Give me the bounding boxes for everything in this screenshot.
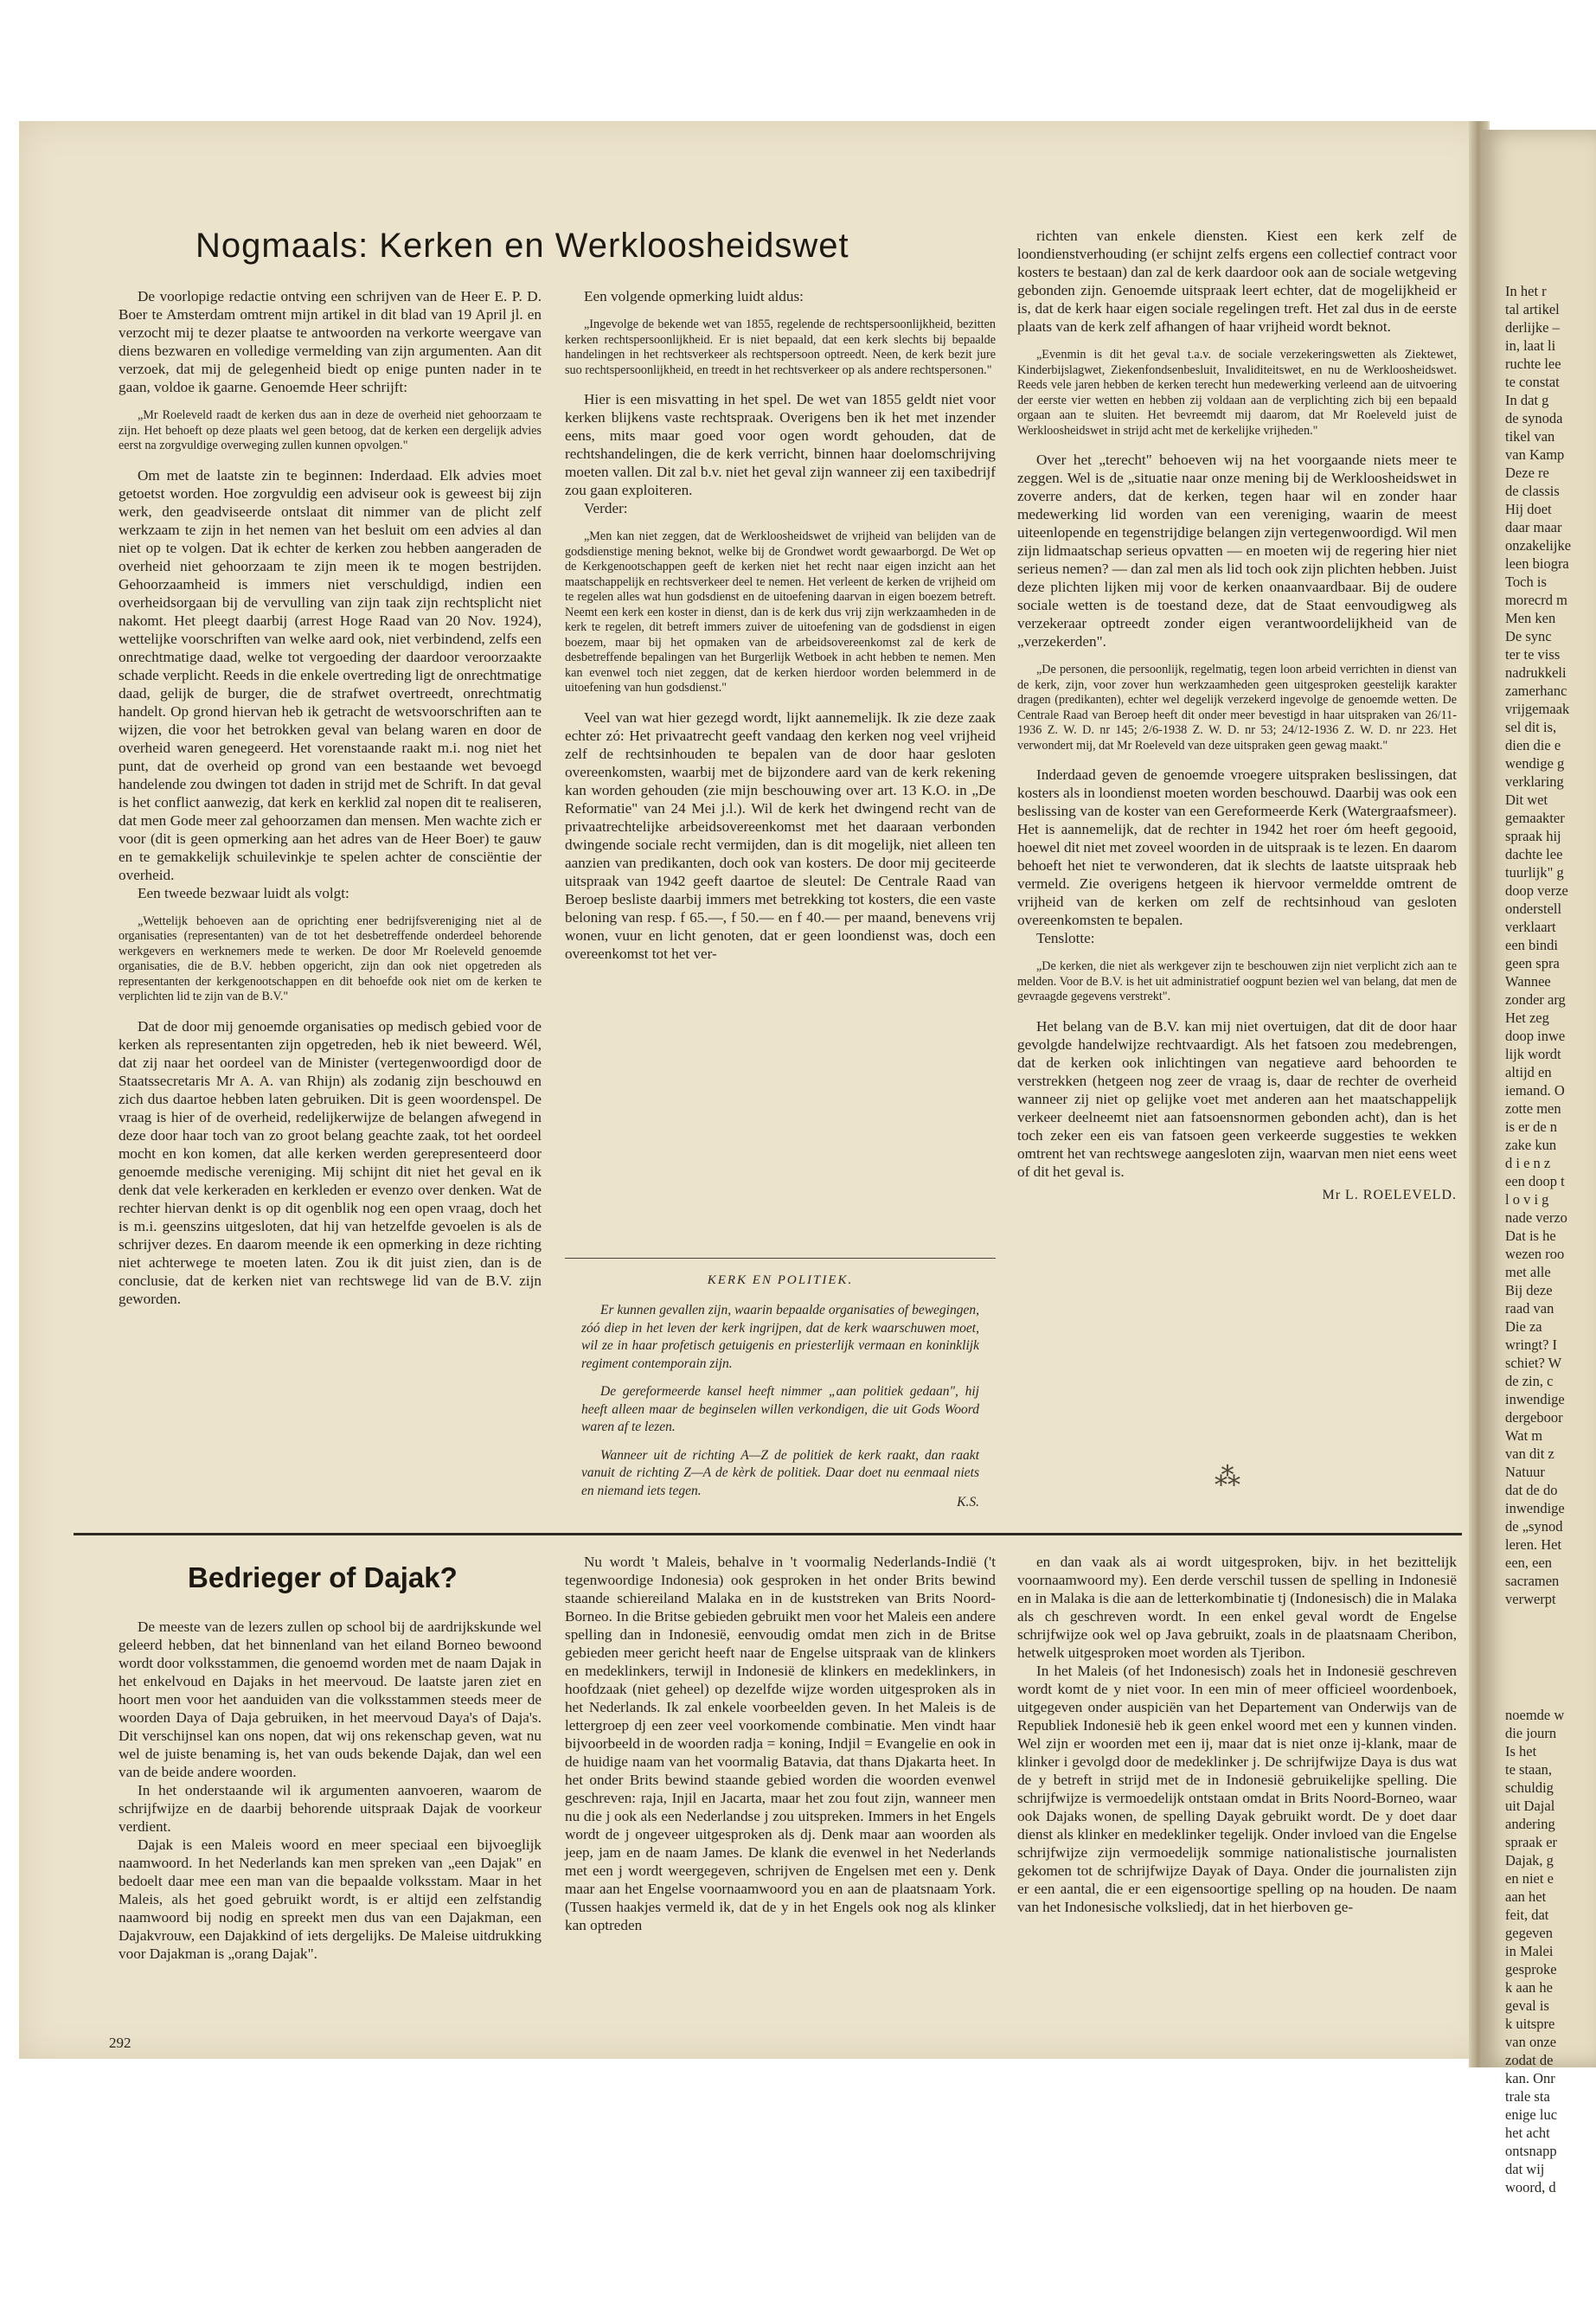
facing-page-line-fragment: verklaart: [1505, 919, 1556, 935]
facing-page-line-fragment: leren. Het: [1505, 1536, 1562, 1553]
box-paragraph: De gereformeerde kansel heeft nimmer „aan politiek gedaan", hij heeft alleen maar de beginselen willen verkondigen, die uit Gods Woord waren af te lezen.: [581, 1384, 979, 1434]
facing-page-line-fragment: van dit z: [1505, 1445, 1554, 1462]
facing-page-line-fragment: tikel van: [1505, 428, 1555, 445]
facing-page-line-fragment: Is het: [1505, 1743, 1537, 1759]
facing-page-line-fragment: wezen roo: [1505, 1246, 1565, 1262]
facing-page-line-fragment: Wannee: [1505, 973, 1551, 990]
facing-page-line-fragment: tal artikel: [1505, 301, 1560, 317]
facing-page-line-fragment: schiet? W: [1505, 1355, 1562, 1371]
facing-page-line-fragment: inwendige: [1505, 1391, 1565, 1407]
paragraph: Inderdaad geven de genoemde vroegere uitspraken beslissingen, dat kosters als in loondienst moeten worden beschouwd. Daarbij was ook een beslissing van de koster van een Gereformeerde Kerk (Watergraafsmeer). Het is aannemelijk, dat de rechter in 1942 het roer óm heeft gegooid, hoewel dit niet met zoveel woorden in de uitspraak is te lezen. En daarom behoeft het niet te verwonderen, dat ik slechts de laatste uitspraak heb vermeld. Zie overigens hetgeen ik hiervoor vermeldde omtrent de vrijheid van de kerken om zelf de rechtsinhoud van gesloten overeenkomsten te bepalen.: [1017, 766, 1457, 928]
paragraph: Dajak is een Maleis woord en meer speciaal een bijvoeglijk naamwoord. In het Nederlands kan men spreken van „een Dajak" en bedoelt daar mee een man van die bepaalde volksstam. Maar in het Maleis, als het goed gebruikt wordt, is er altijd een zelfstandig naamwoord bij nodig en spreekt men dus van een Dajakman, een Dajakvrouw, een Dajakkind of iets dergelijks. De Maleise uitdrukking voor Dajakman is „orang Dajak".: [119, 1836, 542, 1962]
facing-page-line-fragment: altijd en: [1505, 1064, 1552, 1080]
article1-column-3: [1017, 227, 1457, 1204]
paragraph: „Men kan niet zeggen, dat de Werkloosheidswet de vrijheid van belijden van de godsdienstige mening beknot, welke bij de Grondwet wordt gewaarborgd. De Wet op de Kerkgenootschappen geeft de kerken niet het recht naar eigen inzicht aan het maatschappelijk en rechtsverkeer deel te nemen. Het verleent de kerken de vrijheid om te regelen alles wat hun godsdienst en de uitoefening daarvan in eigen boezem betreft. Neemt een kerk een koster in dienst, dan is de kerk dus vrij zijn werkzaamheden in de kerk te regelen, dit betreft immers zuiver de uitoefening van de godsdienst in eigen boezem, maar bij het opmaken van de arbeidsovereenkomst zal de kerk de desbetreffende bepalingen van het Burgerlijk Wetboek in acht hebben te nemen. Men kan evenwel toch niet zeggen, dat de kerken hierdoor worden belemmerd in de uitoefening van hun godsdienst.": [565, 529, 996, 695]
facing-page-line-fragment: in, laat li: [1505, 337, 1556, 354]
facing-page-line-fragment: met alle: [1505, 1264, 1551, 1280]
kerk-en-politiek-box: [581, 1272, 979, 1511]
facing-page-text-lower: [1505, 1706, 1564, 2196]
facing-page-line-fragment: dergeboor: [1505, 1409, 1563, 1426]
facing-page-line-fragment: iemand. O: [1505, 1082, 1565, 1099]
facing-page-line-fragment: onzakelijke: [1505, 537, 1572, 554]
paragraph: In het Maleis (of het Indonesisch) zoals het in Indonesië geschreven wordt komt de y niet voor. In een min of meer officieel woordenboek, uitgegeven onder auspiciën van het Departement van Onderwijs van de Republiek Indonesië heb ik geen enkel woord met een y kunnen vinden. Wel zijn er woorden met een ij, maar dat is niet onze ij-klank, maar de klinker i gevolgd door de medeklinker j. De schrijfwijze Daya is dus wat de y betreft in strijd met de in Indonesië gebruikelijke spelling. Die schrijfwijze is vermoedelijk ontstaan omdat in Brits Noord-Borneo, waar ook Dajaks wonen, de spelling Dayak gebruikt wordt. De y doet daar dienst als klinker en medeklinker tegelijk. Onder invloed van die Engelse schrijfwijze zijn vermoedelijk sommige nationalistische journalisten gekomen tot de schrijfwijze Dayak of Daya. Onder die journalisten zijn er een aantal, die er een eigensoortige spelling op na houden. De naam van het Indonesische volksliedj, dat in het hierboven ge-: [1017, 1663, 1457, 1915]
paragraph: Hier is een misvatting in het spel. De wet van 1855 geldt niet voor kerken blijkens vaste rechtspraak. Overigens ben ik het met inzender eens, mits maar goed voor ogen wordt gehouden, dat de rechtshandelingen, die de kerk verricht, binnen haar doelomschrijving moeten vallen. Dit zal b.v. niet het geval zijn wanneer zij een taxibedrijf zou gaan exploiteren.: [565, 391, 996, 498]
facing-page-line-fragment: noemde w: [1505, 1707, 1565, 1723]
paragraph: „Wettelijk behoeven aan de oprichting ener bedrijfsvereniging niet al de organisaties (representanten) van de tot het desbetreffende onderdeel behorende werkgevers en werknemers mede te werken. De door Mr Roeleveld genoemde organisaties, die de B.V. hebben opgericht, zijn dan ook niet opgetreden als representanten der kerkgenootschappen en dit behoefde ook niet om de kerken te verplichten lid te zijn van de B.V.": [119, 913, 542, 1003]
facing-page-line-fragment: de classis: [1505, 483, 1560, 499]
facing-page-line-fragment: te constat: [1505, 374, 1560, 390]
facing-page-line-fragment: ruchte lee: [1505, 356, 1561, 372]
article2-column-2: [565, 1553, 996, 1934]
paragraph: „De kerken, die niet als werkgever zijn te beschouwen zijn niet verplicht zich aan te melden. Voor de B.V. is het uit administratief oogpunt bezien wel van belang, dat men de gevraagde gegevens verstrekt".: [1017, 959, 1457, 1003]
facing-page-line-fragment: k aan he: [1505, 1979, 1553, 1996]
paragraph: Veel van wat hier gezegd wordt, lijkt aannemelijk. Ik zie deze zaak echter zó: Het privaatrecht geeft vandaag den kerken nog veel vrijheid zelf de rechtsinhouden te bepalen van de door haar gesloten overeenkomsten, waarbij met de bijzondere aard van de kerk rekening kan worden gehouden (zie mijn beschouwing over art. 13 K.O. in „De Reformatie" van 24 Mei j.l.). Wil de kerk het dwingend recht van de privaatrechtelijke arbeidsovereenkomst met het daaraan verbonden dwingende sociale recht vermijden, dan is dit mogelijk, niet alleen ten aanzien van predikanten, doch ook van kosters. De door mij geciteerde uitspraak van 1942 geeft daartoe de sleutel: De Centrale Raad van Beroep besliste daarbij immers met betrekking tot kosters, die een vaste beloning van resp. f 65.—, f 50.— en f 40.— per maand, benevens vrij wonen, vuur en licht genoten, dat er geen loondienst was, doch een overeenkomst tot het ver-: [565, 708, 996, 962]
paragraph: Een volgende opmerking luidt aldus:: [584, 288, 804, 304]
facing-page-line-fragment: Die za: [1505, 1318, 1542, 1335]
paragraph: Om met de laatste zin te beginnen: Inderdaad. Elk advies moet getoetst worden. Hoe zorgvuldig een adviseur ook is geweest bij zijn werk, den geadviseerde ontslaat dit nimmer van de plicht zelf werkzaam te zijn in het nemen van het besluit om een advies al dan niet op te volgen. Dat ik echter de kerken zou hebben aangeraden de overheid niet gehoorzaam te zijn meen ik te mogen bestrijden. Gehoorzaamheid is immers niet verschuldigd, indien een overheidsorgaan bij de vervulling van zijn taak zijn rechtsplicht niet nakomt. Het pleegt daarbij (arrest Hoge Raad van 20 Nov. 1924), wettelijke voorschriften van welke aard ook, niet verbindend, zelfs een onrechtmatige daad, welke tot vergoeding der daardoor veroorzaakte schade verplicht. Reeds in die enkele overtreding ligt de onrechtmatige daad, gelijk de burger, die de strafwet overtreedt, onrechtmatig handelt. Op grond hiervan heb ik getracht de wetsvoorschriften aan te wijzen, die voor het betrokken geval van belang waren en door de overheid waren genegeerd. Het vorenstaande raakt m.i. nog niet het punt, dat de overheid op grond van een bestaande wet bevoegd handelende zou dwingen tot daden in strijd met de Schrift. In dat geval is het conflict aanwezig, dat kerk en kerklid zal nopen dit te realiseren, dat men Gode meer zal gehoorzamen dan mensen. Men wachte zich er voor (dit is geen opmerking aan het adres van de Heer Boer) te gauw en te gemakkelijk schuilevinkje te spelen achter de consciëntie der overheid.: [119, 466, 542, 883]
facing-page-line-fragment: gesproke: [1505, 1961, 1557, 1977]
facing-page-line-fragment: dat wij: [1505, 2161, 1545, 2177]
facing-page-line-fragment: zake kun: [1505, 1137, 1557, 1153]
box-paragraph: Wanneer uit de richting A—Z de politiek de kerk raakt, dan raakt vanuit de richting Z—A de kèrk de politiek. Daar doet nu eenmaal niets en niemand iets tegen.: [581, 1447, 979, 1498]
paragraph: Dat de door mij genoemde organisaties op medisch gebied voor de kerken als representanten zijn opgetreden, heb ik niet beweerd. Wél, dat zij naar het oordeel van de Minister (vertegenwoordigd door de Staatssecretaris Mr A. A. van Rhijn) als zodanig zijn beschouwd en zich dus daartoe hebben laten gebruiken. Dit is geen woordenspel. De vraag is hier of de overheid, redelijkerwijze de belangen afwegend in deze door haar toch van zo groot belang geachte zaak, tot het oordeel mocht en kon komen, dat alle kerken werden gerepresenteerd door genoemde medische vereniging. Mij schijnt dit niet het geval en ik denk dat vele kerkeraden en kerkleden er evenzo over denken. Wat de rechter hiervan denkt is op dit ogenblik nog een open vraag, doch het is m.i. geenszins uitgesloten, dat hij van hetzelfde gevoelen is als de schrijver dezes. En daarom meende ik een opmerking in deze richting niet achterwege te moeten laten. Zou ik dit juist zien, dan is de conclusie, dat de kerken niet van rechtswege lid van de B.V. zijn geworden.: [119, 1017, 542, 1307]
facing-page-line-fragment: In dat g: [1505, 392, 1549, 408]
paragraph: „Evenmin is dit het geval t.a.v. de sociale verzekeringswetten als Ziektewet, Kinderbijslagwet, Ziekenfondsenbesluit, Invaliditeitswet, en nu de Werkloosheidswet. Reeds vele jaren hebben de kerken terecht hun medewerking verleend aan de uitvoering der eerste vier wetten en hebben zij voldaan aan de verplichting zich bij een bepaald orgaan aan te sluiten. Het bevreemdt mij daarom, dat Mr Roeleveld juist de Werkloosheidswet in strijd acht met de kerkelijke vrijheden.": [1017, 348, 1457, 438]
facing-page-line-fragment: geen spra: [1505, 955, 1560, 971]
facing-page-line-fragment: dachte lee: [1505, 846, 1563, 862]
facing-page-line-fragment: dien die e: [1505, 737, 1561, 753]
box-initials: K.S.: [957, 1495, 979, 1509]
facing-page-line-fragment: doop verze: [1505, 882, 1568, 899]
facing-page-line-fragment: Wat m: [1505, 1427, 1543, 1444]
facing-page-line-fragment: van Kamp: [1505, 446, 1565, 463]
paragraph: Een tweede bezwaar luidt als volgt:: [138, 884, 349, 901]
paragraph: „Mr Roeleveld raadt de kerken dus aan in deze de overheid niet gehoorzaam te zijn. Het behoeft op deze plaats wel geen betoog, dat de kerken een dergelijk advies eerst na zorgvuldige overweging zullen kunnen opvolgen.": [119, 408, 542, 452]
article1-column-1: [119, 287, 542, 1308]
facing-page-line-fragment: In het r: [1505, 283, 1547, 299]
article1-column-2: [565, 287, 996, 963]
facing-page-line-fragment: Dit wet: [1505, 792, 1548, 808]
facing-page-line-fragment: een, een: [1505, 1554, 1553, 1571]
facing-page-line-fragment: lijk wordt: [1505, 1046, 1561, 1062]
paragraph: Nu wordt 't Maleis, behalve in 't voormalig Nederlands-Indië ('t tegenwoordige Indonesia) ook gesproken in het onder Brits bewind staande schiereiland Malaka en in de kuststreken van Brits Noord-Borneo. In die Britse gebieden gebruikt men voor het Maleis een andere spelling dan in Indonesië, eenvoudig omdat men zich in de Britse gebieden meer gericht heeft naar de Engelse uitspraak van de klinkers en medeklinkers, terwijl in Indonesië de klinkers en medeklinkers, in hoofdzaak (niet geheel) op dezelfde wijze worden uitgesproken als in het Nederlands. Ik zal enkele voorbeelden geven. In het Maleis is de lettergroep dj een zeer veel voorkomende combinatie. Men vindt haar bijvoorbeeld in de woorden radja = koning, Indjil = Evangelie en ook in de huidige naam van het voormalig Batavia, dat thans Djakarta heet. In het onder Brits bewind staande gebied worden die woorden evenwel geschreven: raja, Injil en Jacarta, maar het zou fout zijn, wanneer men nu die j ook als een Nederlandse j zou uitspreken. Immers in het Engels wordt de j ongeveer uitgesproken als dj. Denk maar aan woorden als jeep, jam en de naam James. De klank die evenwel in het Nederlands met een j wordt weergegeven, schrijven de Engelsen met een y. Denk maar aan het Engelse voornaamwoord you en aan de plaatsnaam York. (Tussen haakjes vermeld ik, dat de y in het Engels ook nog als klinker kan optreden: [565, 1554, 996, 1933]
facing-page-line-fragment: l o v i g: [1505, 1191, 1549, 1208]
facing-page-line-fragment: Men ken: [1505, 610, 1556, 626]
facing-page-line-fragment: sel dit is,: [1505, 719, 1557, 735]
facing-page-line-fragment: spraak er: [1505, 1834, 1558, 1850]
facing-page-line-fragment: wendige g: [1505, 755, 1565, 772]
facing-page-line-fragment: het acht: [1505, 2125, 1550, 2141]
paragraph: Tenslotte:: [1036, 930, 1095, 946]
facing-page-line-fragment: doop inwe: [1505, 1028, 1566, 1044]
page-number: 292: [109, 2035, 131, 2051]
facing-page-line-fragment: de zin, c: [1505, 1373, 1554, 1389]
facing-page-line-fragment: andering: [1505, 1816, 1555, 1832]
facing-page-line-fragment: Natuur: [1505, 1464, 1545, 1480]
facing-page-line-fragment: tuurlijk" g: [1505, 864, 1564, 881]
paragraph: De meeste van de lezers zullen op school bij de aardrijkskunde wel geleerd hebben, dat het binnenland van het eiland Borneo bewoond wordt door volksstammen, die genoemd worden met de naam Dajak in het enkelvoud en Dajaks in het meervoud. De laatste jaren ziet en hoort men voor het aanduiden van die volksstammen steeds meer de woorden Daya of Daja gebruiken, in het meervoud Daya's of Daja's. Dit verschijnsel kan ons nopen, dat wij ons rekenschap geven, wat nu wel de juiste benaming is, het van ouds bekende Dajak, dan wel een van de beide andere woorden.: [119, 1618, 542, 1780]
facing-page-line-fragment: Het zeg: [1505, 1009, 1549, 1026]
facing-page-line-fragment: aan het: [1505, 1888, 1547, 1905]
facing-page-line-fragment: feit, dat: [1505, 1907, 1549, 1923]
facing-page-line-fragment: derlijke –: [1505, 319, 1560, 336]
facing-page-line-fragment: k uitspre: [1505, 2016, 1555, 2032]
paragraph: De voorlopige redactie ontving een schrijven van de Heer E. P. D. Boer te Amsterdam omtrent mijn artikel in dit blad van 19 April jl. en verzocht mij te dezer plaatse te antwoorden na verkorte weergave van diens bezwaren en volledige vermelding van zijn argumenten. Aan dit verzoek, dat mij de gelegenheid biedt op enige punten nader in te gaan, voldoe ik gaarne. Genoemde Heer schrijft:: [119, 288, 542, 395]
facing-page-line-fragment: onderstell: [1505, 901, 1562, 917]
article2-column-1: [119, 1618, 542, 1963]
facing-page-line-fragment: zotte men: [1505, 1100, 1561, 1117]
facing-page-line-fragment: morecrd m: [1505, 592, 1567, 608]
facing-page-line-fragment: sacramen: [1505, 1573, 1560, 1589]
section-divider: [74, 1533, 1462, 1535]
facing-page-line-fragment: van onze: [1505, 2034, 1557, 2050]
facing-page-line-fragment: te staan,: [1505, 1761, 1553, 1778]
facing-page-line-fragment: ter te viss: [1505, 646, 1561, 663]
facing-page-line-fragment: Hij doet: [1505, 501, 1552, 517]
facing-page-line-fragment: vrijgemaak: [1505, 701, 1570, 717]
facing-page-line-fragment: de synoda: [1505, 410, 1563, 426]
facing-page-line-fragment: Bij deze: [1505, 1282, 1553, 1298]
facing-page-line-fragment: nade verzo: [1505, 1209, 1567, 1226]
paragraph: In het onderstaande wil ik argumenten aanvoeren, waarom de schrijfwijze en de daarbij behorende uitspraak Dajak de voorkeur verdient.: [119, 1782, 542, 1835]
facing-page-line-fragment: leen biogra: [1505, 555, 1569, 572]
paragraph: „Ingevolge de bekende wet van 1855, regelende de rechtspersoonlijkheid, bezitten kerken rechtspersoonlijkheid. Er is niet bepaald, dat een kerk slechts bij bepaalde handelingen in het rechtsverkeer als rechtspersoon optreedt. Neen, de kerk bezit jure suo rechtspersoonlijkheid, en treedt in het rechtsverkeer op als andere rechtspersonen.": [565, 317, 996, 377]
facing-page-line-fragment: en niet e: [1505, 1870, 1554, 1887]
facing-page-line-fragment: zodat de: [1505, 2052, 1554, 2068]
paragraph: richten van enkele diensten. Kiest een kerk zelf de loondienstverhouding (er schijnt zelfs ergens een collectief contract voor kosters te bestaan) dan zal de kerk daardoor ook aan de sociale wetgeving gebonden zijn. Genoemde uitspraak leert echter, dat de mogelijkheid er is, dat de kerk haar eigen sociale regelingen treft. Het zal dus in de eerste plaats van de kerk zelf afhangen of haar vrijheid wordt beknot.: [1017, 228, 1457, 335]
asterisk-ornament: ⁂: [1215, 1463, 1240, 1491]
facing-page-line-fragment: gegeven: [1505, 1925, 1553, 1941]
facing-page-line-fragment: De sync: [1505, 628, 1552, 644]
facing-page-line-fragment: een doop t: [1505, 1173, 1565, 1189]
facing-page-line-fragment: d i e n z: [1505, 1155, 1551, 1171]
facing-page-line-fragment: dat de do: [1505, 1482, 1558, 1498]
facing-page-text-upper: [1505, 282, 1571, 1608]
article2-column-3: [1017, 1553, 1457, 1916]
article2-title: Bedrieger of Dajak?: [188, 1561, 458, 1593]
facing-page-line-fragment: is er de n: [1505, 1118, 1558, 1135]
facing-page-line-fragment: een bindi: [1505, 937, 1558, 953]
facing-page-line-fragment: zonder arg: [1505, 991, 1566, 1008]
facing-page-edge: [1481, 130, 1596, 2195]
facing-page-line-fragment: nadrukkeli: [1505, 664, 1567, 681]
facing-page-line-fragment: spraak hij: [1505, 828, 1561, 844]
article-title: Nogmaals: Kerken en Werkloosheidswet: [195, 227, 849, 265]
facing-page-line-fragment: zamerhanc: [1505, 683, 1567, 699]
box-top-rule: [565, 1258, 996, 1259]
facing-page-line-fragment: trale sta: [1505, 2088, 1550, 2105]
paragraph: Verder:: [584, 500, 628, 516]
facing-page-line-fragment: Deze re: [1505, 465, 1549, 481]
facing-page-line-fragment: in Malei: [1505, 1943, 1554, 1959]
facing-page-line-fragment: schuldig: [1505, 1779, 1554, 1796]
facing-page-line-fragment: verwerpt: [1505, 1591, 1556, 1607]
facing-page-line-fragment: kan. Onr: [1505, 2070, 1555, 2086]
paragraph: „De personen, die persoonlijk, regelmatig, tegen loon arbeid verrichten in dienst van de kerk, zijn, voor zover hun werkzaamheden geen uitgesproken geestelijk karakter dragen (predikanten), echter wel degelijk verzekerd ingevolge de genoemde wetten. De Centrale Raad van Beroep heeft dit onder meer bevestigd in haar uitspraken van 26/11-1936 Z. W. D. nr 145; 2/6-1938 Z. W. D. nr 53; 24/12-1936 Z. W. D. nr 223. Het verwondert mij, dat Mr Roeleveld van deze uitspraken geen gewag maakt.": [1017, 663, 1457, 753]
facing-page-line-fragment: de „synod: [1505, 1518, 1563, 1535]
facing-page-line-fragment: die journ: [1505, 1725, 1557, 1741]
author-signature: Mr L. ROELEVELD.: [1322, 1187, 1457, 1202]
facing-page-line-fragment: raad van: [1505, 1300, 1554, 1317]
facing-page-line-fragment: uit Dajal: [1505, 1798, 1555, 1814]
box-title: KERK EN POLITIEK.: [707, 1273, 854, 1287]
facing-page-line-fragment: enige luc: [1505, 2106, 1558, 2123]
paragraph: Het belang van de B.V. kan mij niet overtuigen, dat dit de door haar gevolgde handelwijze rechtvaardigt. Als het fatsoen zou medebrengen, dat de kerken ook inlichtingen van negatieve aard behoorden te verstrekken (hetgeen nog zeer de vraag is, daar de rechter de overheid wanneer zij niet op gelijke voet met anderen aan het maatschappelijk verkeer deelneemt niet aan fatsoensnormen gebonden acht), dan is het toch zeker een eis van fatsoen geen verkeerde suggesties te wekken omtrent het van rechtswege aangesloten zijn, waarvan men niet eens weet of dit het geval is.: [1017, 1017, 1457, 1180]
facing-page-line-fragment: daar maar: [1505, 519, 1562, 535]
facing-page-line-fragment: wringt? I: [1505, 1336, 1558, 1353]
box-paragraph: Er kunnen gevallen zijn, waarin bepaalde organisaties of bewegingen, zóó diep in het leven der kerk ingrijpen, dat de kerk waarschuwen moet, wil ze in haar profetisch getuigenis en priesterlijk vermaan en koninklijk regiment contemporain zijn.: [581, 1303, 979, 1371]
paragraph: Over het „terecht" behoeven wij na het voorgaande niets meer te zeggen. Wel is de „situatie naar onze mening bij de Werkloosheidswet in zoverre anders, dat de kerken, tegen haar wil en zonder haar medewerking lid worden van een vereniging, waarin de meest uiteenlopende en tegenstrijdige belangen zijn vertegenwoordigd. Wil men zijn lidmaatschap serieus opvatten — en moeten wij de regering hier niet serieus nemen? — dan zal men als lid toch ook zijn plichten hebben. Juist deze plichten lijken mij voor de kerken onaanvaardbaar. Bij de oudere sociale wetten is de toestand deze, dat de Staat eenvoudigweg als verzekeraar optreedt zonder eigen verantwoordelijkheid van de „verzekerden".: [1017, 452, 1457, 650]
facing-page-line-fragment: verklaring: [1505, 773, 1564, 790]
facing-page-line-fragment: Dat is he: [1505, 1227, 1556, 1244]
facing-page-line-fragment: gemaakter: [1505, 810, 1565, 826]
facing-page-line-fragment: Dajak, g: [1505, 1852, 1554, 1868]
facing-page-line-fragment: geval is: [1505, 1997, 1549, 2014]
facing-page-line-fragment: Toch is: [1505, 574, 1547, 590]
facing-page-line-fragment: woord, d: [1505, 2179, 1556, 2195]
facing-page-line-fragment: ontsnapp: [1505, 2143, 1557, 2159]
facing-page-line-fragment: inwendige: [1505, 1500, 1565, 1516]
paragraph: en dan vaak als ai wordt uitgesproken, bijv. in het bezittelijk voornaamwoord my). Een derde verschil tussen de spelling in Indonesië en in Malaka is die aan de letterkombinatie tj (Indonesisch) die in Malaka als ch geschreven wordt. In een enkel geval wordt de Engelse schrijfwijze ook wel op Java gebruikt, zoals in de plaatsnaam Cheribon, hetwelk uitgesproken moet worden als Tjeribon.: [1017, 1554, 1457, 1661]
